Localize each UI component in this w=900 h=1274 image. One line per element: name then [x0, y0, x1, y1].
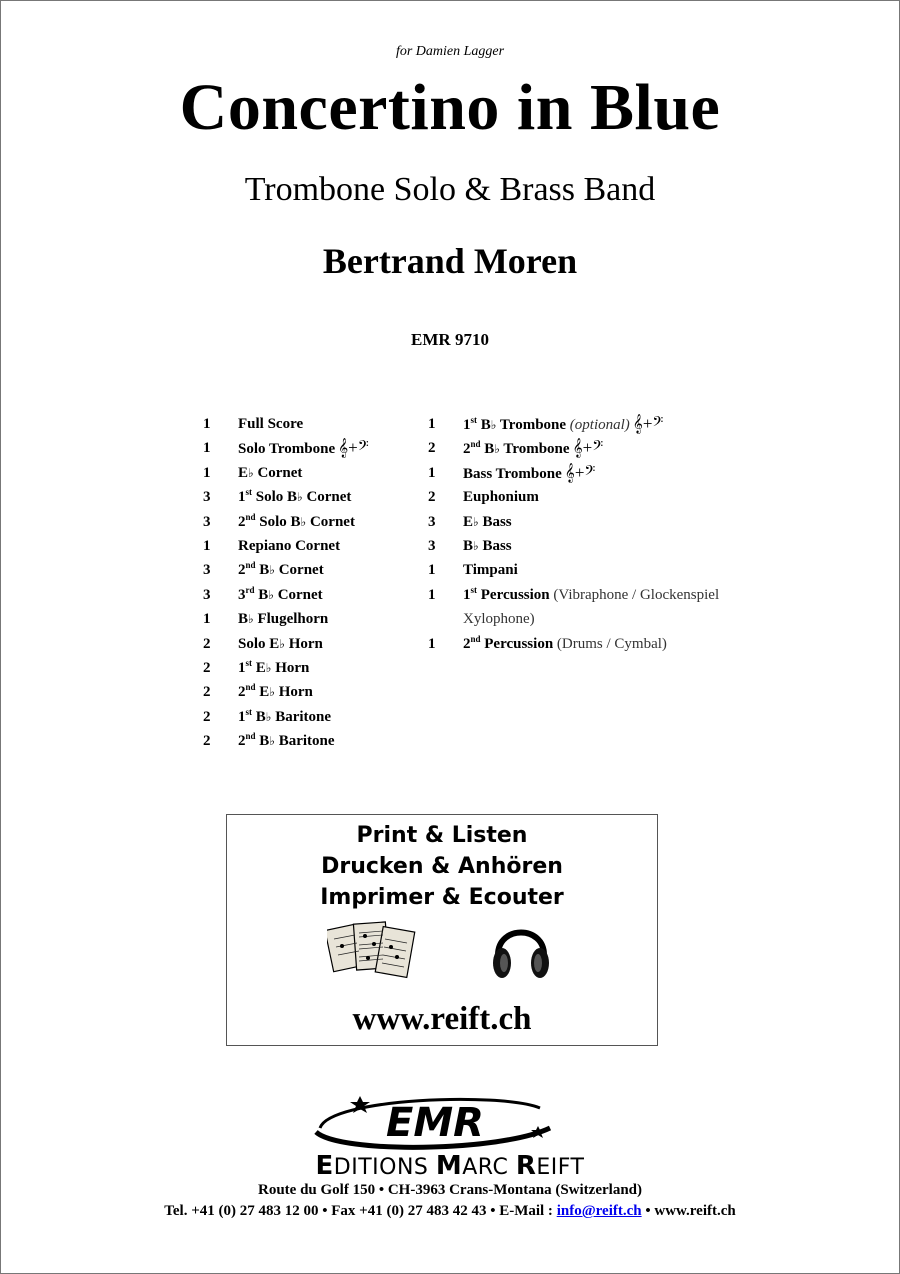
part-description: (Drums / Cymbal) — [553, 635, 667, 652]
promo-line-en: Print & Listen — [356, 823, 528, 848]
part-qty: 2 — [203, 733, 211, 750]
part-qty: 1 — [428, 635, 436, 652]
print-listen-box — [226, 814, 658, 1046]
part-qty: 3 — [203, 562, 211, 579]
publisher-name: EDITIONS MARC REIFT — [315, 1151, 585, 1181]
treble-bass-clef-icon: 𝄞+𝄢 — [338, 438, 369, 458]
email-link[interactable]: info@reift.ch — [556, 1203, 642, 1219]
part-qty: 1 — [428, 586, 436, 603]
flat-icon: ♭ — [473, 538, 479, 553]
part-name: Timpani — [463, 562, 518, 579]
flat-icon: ♭ — [268, 587, 274, 602]
part-name: 1st B♭ Baritone — [238, 706, 332, 725]
promo-line-de: Drucken & Anhören — [321, 854, 563, 879]
part-qty: 1 — [428, 464, 436, 481]
subtitle: Trombone Solo & Brass Band — [244, 171, 656, 208]
part-qty: 2 — [203, 708, 211, 725]
part-qty: 1 — [203, 416, 211, 432]
part-qty: 2 — [203, 659, 211, 676]
dedication: for Damien Lagger — [395, 44, 505, 59]
part-name: 2nd B♭ Trombone 𝄞+𝄢 — [463, 438, 604, 458]
part-qty: 1 — [203, 464, 211, 481]
treble-bass-clef-icon: 𝄞+𝄢 — [632, 414, 664, 433]
part-name: E♭ Bass — [463, 513, 512, 530]
composer: Bertrand Moren — [322, 241, 578, 281]
part-description: (Vibraphone / Glockenspiel — [549, 586, 720, 603]
part-name: Repiano Cornet — [238, 537, 341, 554]
part-qty: 2 — [203, 635, 211, 652]
promo-line-fr: Imprimer & Ecouter — [320, 885, 564, 910]
part-name: B♭ Bass — [463, 537, 512, 554]
part-qty: 2 — [428, 440, 436, 457]
part-qty: 1 — [428, 562, 436, 579]
sheet-music-icon — [327, 919, 422, 989]
part-name: 2nd Percussion (Drums / Cymbal) — [463, 633, 667, 652]
part-description: Xylophone) — [463, 611, 535, 628]
part-qty: 3 — [203, 513, 211, 530]
part-qty: 3 — [203, 489, 211, 506]
part-name: 1st B♭ Trombone (optional) 𝄞+𝄢 — [463, 414, 664, 433]
page-title: Concertino in Blue — [179, 71, 721, 144]
part-name: 2nd E♭ Horn — [238, 682, 313, 701]
part-qty: 3 — [203, 586, 211, 603]
part-name: Bass Trombone 𝄞+𝄢 — [463, 462, 596, 482]
part-name: 1st Percussion (Vibraphone / Glockenspiel — [463, 584, 720, 603]
part-qty: 1 — [203, 440, 211, 457]
part-name: 2nd B♭ Baritone — [238, 731, 335, 750]
flat-icon: ♭ — [494, 442, 500, 457]
flat-icon: ♭ — [265, 709, 272, 724]
flat-icon: ♭ — [269, 563, 275, 578]
part-name: 3rd B♭ Cornet — [238, 584, 323, 603]
flat-icon: ♭ — [248, 612, 254, 627]
part-qty: 1 — [203, 611, 211, 628]
part-qty: 1 — [203, 537, 211, 554]
flat-icon: ♭ — [300, 514, 307, 529]
part-name: Euphonium — [463, 489, 539, 506]
part-qty: 3 — [428, 513, 436, 530]
treble-bass-clef-icon: 𝄞+𝄢 — [564, 462, 596, 482]
catalog-number: EMR 9710 — [411, 330, 489, 349]
part-qty: 2 — [428, 489, 436, 506]
publisher-address: Route du Golf 150 • CH-3963 Crans-Montana (Switzerland) — [258, 1182, 642, 1198]
part-qty: 1 — [428, 416, 436, 432]
part-name: E♭ Cornet — [238, 464, 303, 481]
part-name: Solo Trombone 𝄞+𝄢 — [238, 438, 369, 458]
flat-icon: ♭ — [473, 514, 479, 529]
flat-icon: ♭ — [269, 734, 275, 749]
part-name: B♭ Flugelhorn — [238, 611, 329, 628]
website-link[interactable]: www.reift.ch — [352, 1001, 532, 1037]
headphones-icon — [490, 915, 552, 983]
publisher-contact: Tel. +41 (0) 27 483 12 00 • Fax +41 (0) 27 483 42 43 • E-Mail : info@reift.ch • www.reift.ch — [164, 1203, 736, 1219]
part-name: 2nd B♭ Cornet — [238, 560, 324, 579]
part-qty: 2 — [203, 684, 211, 701]
part-name: 2nd Solo B♭ Cornet — [238, 511, 355, 530]
flat-icon: ♭ — [490, 418, 497, 432]
flat-icon: ♭ — [248, 465, 254, 480]
part-name: 1st Solo B♭ Cornet — [238, 487, 352, 506]
part-name: Solo E♭ Horn — [238, 635, 323, 652]
flat-icon: ♭ — [297, 490, 303, 505]
flat-icon: ♭ — [265, 660, 272, 675]
part-name: 1st E♭ Horn — [238, 657, 310, 676]
part-qty: 3 — [428, 537, 436, 554]
optional-note: (optional) — [569, 417, 630, 433]
flat-icon: ♭ — [269, 685, 275, 700]
flat-icon: ♭ — [279, 636, 285, 651]
emr-logo-text: EMR — [386, 1100, 484, 1146]
treble-bass-clef-icon: 𝄞+𝄢 — [572, 438, 604, 458]
emr-logo — [300, 1092, 570, 1152]
part-name: Full Score — [238, 416, 304, 432]
